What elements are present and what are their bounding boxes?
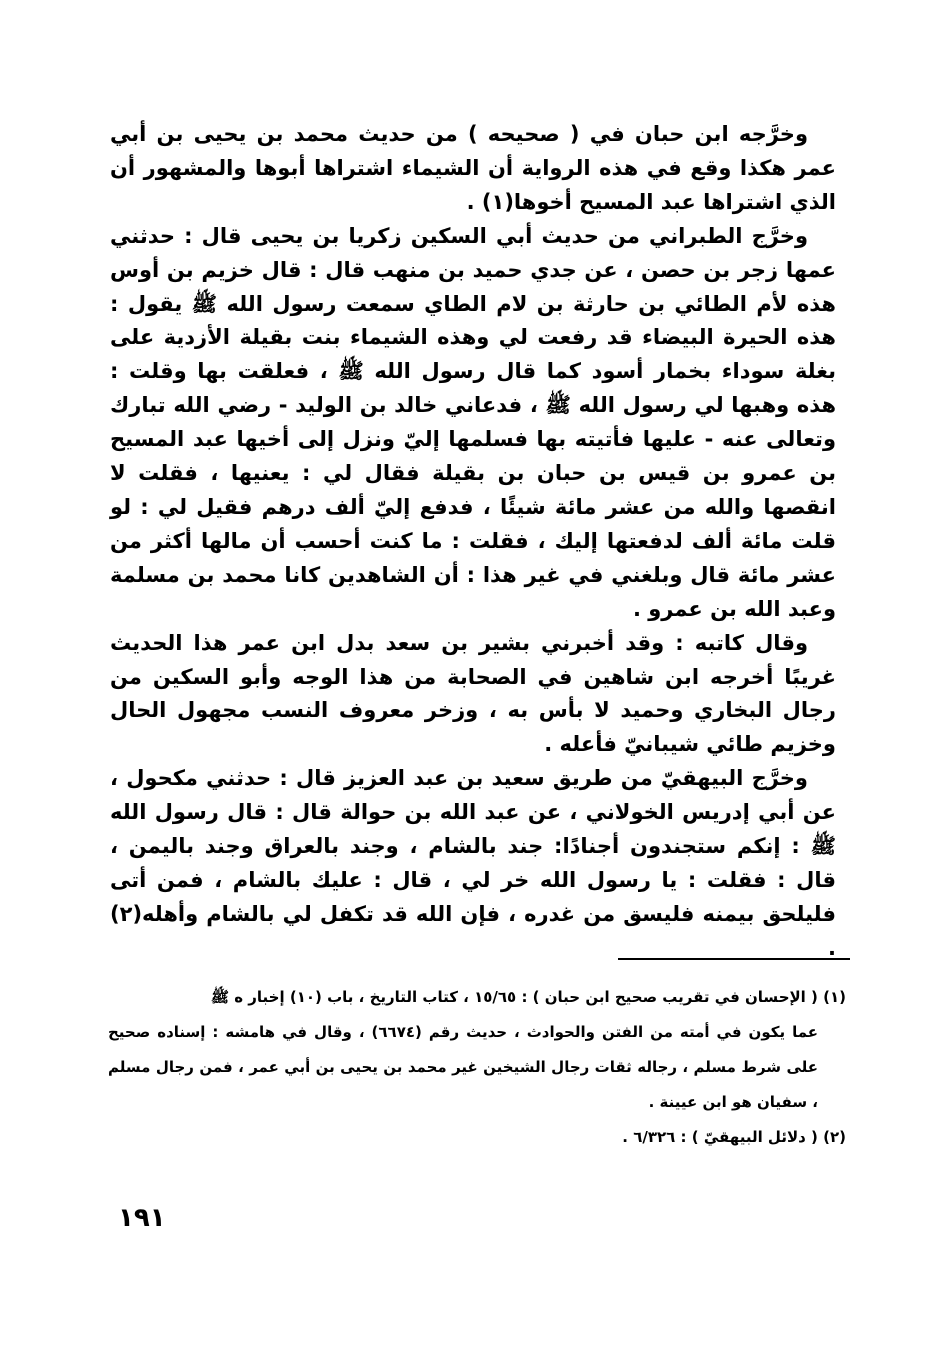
paragraph: وخرَّج الطبراني من حديث أبي السكين زكريا بن يحيى قال : حدثني عمها زجر بن حصن ، عن جدي حميد بن منهب قال : قال خزيم بن أوس هذه لأم الطائي بن حارثة بن لام الطاي سمعت رسول الله ﷺ يقول : هذه الحيرة البيضاء قد رفعت لي وهذه الشيماء بنت بقيلة الأزدية على بغلة سوداء بخمار أسود كما قال رسول الله ﷺ ، فعلقت بها وقلت : هذه وهبها لي رسول الله ﷺ ، فدعاني خالد بن الوليد - رضي الله تبارك وتعالى عنه - عليها فأتيته بها فسلمها إليّ ونزل إلى أخيها عبد المسيح بن عمرو بن قيس بن حبان بن بقيلة فقال لي : يعنيها ، فقلت لا انقصها والله من عشر مائة شيئًا ، فدفع إليّ ألف درهم فقيل لي : لو قلت مائة ألف لدفعتها إليك ، فقلت : ما كنت أحسب أن مالها أكثر من عشر مائة قال وبلغني في غير هذا : أن الشاهدين كانا محمد بن مسلمة وعبد الله بن عمرو . [110,223,836,621]
footnote-separator [618,958,850,960]
main-text [110,118,836,966]
paragraph: وقال كاتبه : وقد أخبرني بشير بن سعد بدل ابن عمر هذا الحديث غريبًا أخرجه ابن شاهين في الصحابة من هذا الوجه وأبو السكين من رجال البخاري وحميد لا بأس به ، وزخر معروف النسب مجهول الحال وخزيم طائي شيبانيّ فأعله . [110,630,836,757]
footnote-2: (٢) ( دلائل البيهقيّ ) : ٦/٣٢٦ . [622,1128,846,1146]
paragraph: وخرَّجه ابن حبان في ( صحيحه ) من حديث محمد بن يحيى بن أبي عمر هكذا وقع في هذه الرواية أن الشيماء اشتراها أبوها والمشهور أن الذي اشتراها عبد المسيح أخوها(١) . [110,122,836,214]
page-number: ١٩١ [118,1203,166,1233]
footnotes [108,980,846,1155]
footnote-1: (١) ( الإحسان في تقريب صحيح ابن حبان ) : ١٥/٦٥ ، كتاب التاريخ ، باب (١٠) إخبار ه ﷺ [210,988,846,1006]
footnote-1-continued: عما يكون في أمته من الفتن والحوادث ، حديث رقم (٦٦٧٤) ، وقال في هامشه : إسناده صحيح على شرط مسلم ، رجاله ثقات رجال الشيخين غير محمد بن يحيى بن أبي عمر ، فمن رجال مسلم ، سفيان هو ابن عيينة . [108,1023,818,1111]
paragraph: وخرَّج البيهقيّ من طريق سعيد بن عبد العزيز قال : حدثني مكحول ، عن أبي إدريس الخولاني ، عن عبد الله بن حوالة قال : قال رسول الله ﷺ : إنكم ستجندون أجنادًا: جند بالشام ، وجند بالعراق وجند باليمن ، قال : فقلت : يا رسول الله خر لي ، قال : عليك بالشام ، فمن أتى فليلحق بيمنه فليسق من غدره ، فإن الله قد تكفل لي بالشام وأهله(٢) . [110,766,836,960]
